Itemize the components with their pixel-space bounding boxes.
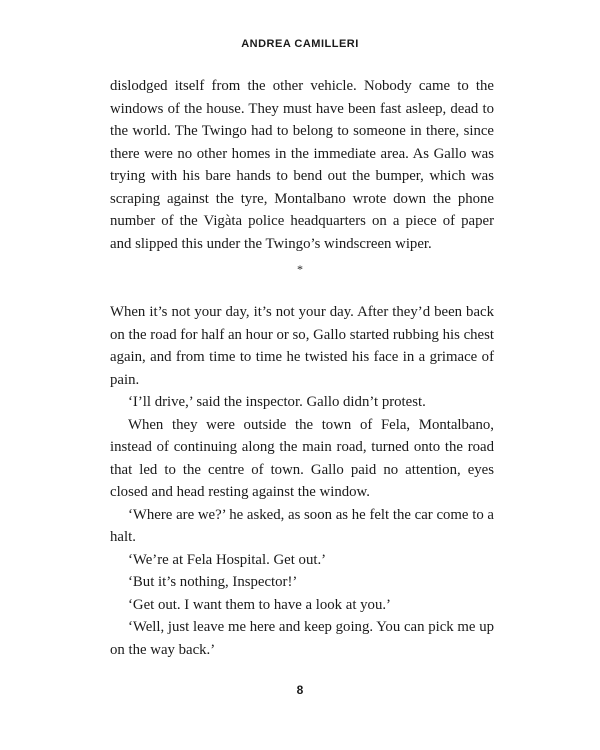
paragraph: ‘Get out. I want them to have a look at you.’ <box>128 596 391 613</box>
paragraph: ‘Where are we?’ he asked, as soon as he felt the car come to a halt. <box>110 506 494 545</box>
page-number: 8 <box>296 683 304 697</box>
text-block-continued <box>110 75 494 255</box>
running-head: ANDREA CAMILLERI <box>241 38 359 50</box>
paragraph: When they were outside the town of Fela, Montalbano, instead of continuing along the main road, turned onto the road that led to the centre of town. Gallo paid no attention, eyes closed and head resting against the window. <box>110 416 494 500</box>
paragraph: dislodged itself from the other vehicle. Nobody came to the windows of the house. They must have been fast asleep, dead to the world. The Twingo had to belong to someone in there, since there were no other homes in the immediate area. As Gallo was trying with his bare hands to bend out the bumper, which was scraping against the tyre, Montalbano wrote down the phone number of the Vigàta police headquarters on a piece of paper and slipped this under the Twingo’s windscreen wiper. <box>110 78 494 252</box>
paragraph: ‘But it’s nothing, Inspector!’ <box>128 574 298 590</box>
paragraph: ‘Well, just leave me here and keep going. You can pick me up on the way back.’ <box>110 619 494 658</box>
paragraph: ‘We’re at Fela Hospital. Get out.’ <box>128 551 327 568</box>
text-block-scene <box>110 301 494 661</box>
paragraph: When it’s not your day, it’s not your day. After they’d been back on the road for half an hour or so, Gallo started rubbing his chest again, and from time to time he twisted his face in a grimace of pain. <box>110 304 494 388</box>
scene-break-asterisk: * <box>297 262 303 276</box>
paragraph: ‘I’ll drive,’ said the inspector. Gallo didn’t protest. <box>128 394 426 410</box>
